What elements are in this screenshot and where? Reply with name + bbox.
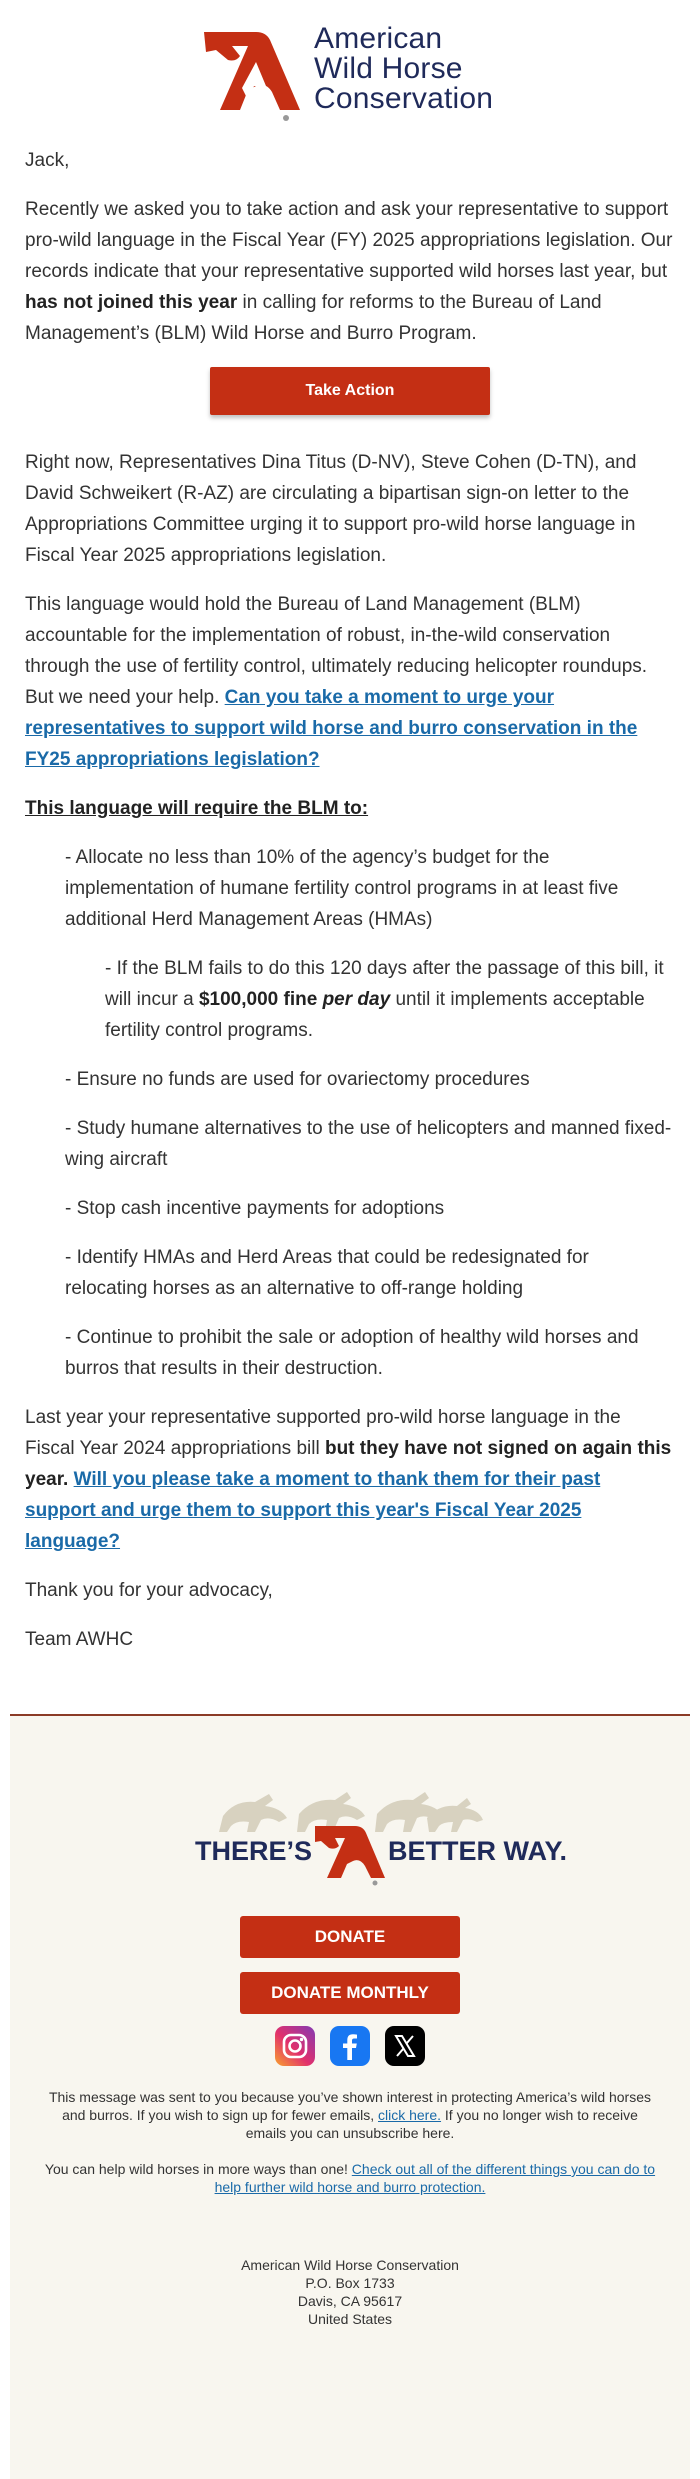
notice-text-b: If you no longer wish to receive emails you can unsubscribe here. — [245, 2107, 638, 2141]
address-country: United States — [307, 2311, 393, 2327]
last-year-bold: but they have not signed on again this year. — [25, 1438, 672, 1490]
address-org: American Wild Horse Conservation — [241, 2257, 459, 2273]
a-mark-icon — [315, 1826, 385, 1878]
ways-to-help-link[interactable]: Check out all of the different things you can do to help further wild horse and burro protection. — [214, 2161, 656, 2195]
logo-line-2: Wild Horse — [314, 52, 463, 85]
donate-monthly-button[interactable]: DONATE MONTHLY — [240, 1972, 460, 2014]
requirement-item: - Stop cash incentive payments for adoptions — [65, 1198, 445, 1219]
intro-text-bold: has not joined this year — [25, 292, 238, 313]
signoff: Team AWHC — [25, 1629, 134, 1650]
email-body — [25, 145, 675, 1673]
representatives-paragraph: Right now, Representatives Dina Titus (D-NV), Steve Cohen (D-TN), and David Schweikert (R-AZ) are circulating a bipartisan sign-on letter to the Appropriations Committee urging it to support pro-wild horse language in Fiscal Year 2025 appropriations legislation. — [25, 452, 637, 566]
cta-container — [25, 367, 675, 415]
facebook-icon[interactable] — [330, 2026, 370, 2066]
help-notice — [40, 2160, 660, 2196]
awhc-logo-icon[interactable] — [196, 26, 308, 126]
intro-text-a: Recently we asked you to take action and ask your representative to support pro-wild language in the Fiscal Year (FY) 2025 appropriations legislation. Our records indicate that your representative supported wild horses last year, but — [25, 199, 673, 282]
theres-a-better-way-logo — [195, 1786, 568, 1886]
requirement-item: - Identify HMAs and Herd Areas that could be redesignated for relocating horses as an alternative to off-range holding — [65, 1247, 589, 1299]
footer — [10, 1716, 690, 2479]
requirements-heading: This language will require the BLM to: — [25, 798, 369, 819]
thank-representative-link[interactable]: Will you please take a moment to thank them for their past support and urge them to support this year's Fiscal Year 2025 language? — [25, 1469, 601, 1552]
logo-wordmark — [314, 24, 493, 114]
donate-button[interactable]: DONATE — [240, 1916, 460, 1958]
notice-text-a: This message was sent to you because you’ve shown interest in protecting America’s wild horses and burros. If you wish to sign up for fewer emails, — [48, 2089, 652, 2123]
tagline-left: THERE’S — [195, 1836, 313, 1866]
mailing-address — [40, 2256, 660, 2328]
tagline-right: BETTER WAY. — [388, 1836, 568, 1866]
requirement-item: - Ensure no funds are used for ovariectomy procedures — [65, 1069, 530, 1090]
take-action-button[interactable]: Take Action — [210, 367, 490, 415]
requirement-item: - Continue to prohibit the sale or adoption of healthy wild horses and burros that results in their destruction. — [65, 1327, 639, 1379]
greeting: Jack, — [25, 150, 70, 171]
subitem-text-a: - If the BLM fails to do this 120 days after the passage of this bill, it will incur a — [105, 958, 664, 1010]
address-po-box: P.O. Box 1733 — [305, 2275, 395, 2291]
logo-line-1: American — [314, 22, 443, 55]
subitem-text-d: until it implements acceptable fertility control programs. — [105, 989, 645, 1041]
x-icon[interactable] — [385, 2026, 425, 2066]
requirement-subitem — [105, 953, 675, 1046]
language-text: This language would hold the Bureau of Land Management (BLM) accountable for the implementation of robust, in-the-wild conservation through the use of fertility control, ultimately reducing helicopter roundups. But we need your help. — [25, 594, 648, 708]
fewer-emails-link[interactable]: click here. — [378, 2107, 442, 2123]
address-city: Davis, CA 95617 — [297, 2293, 403, 2309]
logo-line-3: Conservation — [314, 82, 494, 115]
intro-text-c: in calling for reforms to the Bureau of Land Management’s (BLM) Wild Horse and Burro Program. — [25, 292, 602, 344]
header — [0, 18, 700, 128]
thanks-line: Thank you for your advocacy, — [25, 1580, 273, 1601]
fine-period: per day — [322, 989, 391, 1010]
requirement-item: - Allocate no less than 10% of the agency’s budget for the implementation of humane fertility control programs in at least five additional Herd Management Areas (HMAs) — [65, 847, 619, 930]
requirement-item: - Study humane alternatives to the use of helicopters and manned fixed-wing aircraft — [65, 1118, 672, 1170]
instagram-icon[interactable] — [275, 2026, 315, 2066]
help-text: You can help wild horses in more ways than one! — [44, 2161, 352, 2177]
fine-amount: $100,000 fine — [198, 989, 323, 1010]
last-year-text: Last year your representative supported pro-wild horse language in the Fiscal Year 2024 appropriations bill — [25, 1407, 621, 1459]
intro-paragraph — [25, 194, 675, 349]
email-notice — [40, 2088, 660, 2142]
urge-representatives-link[interactable]: Can you take a moment to urge your representatives to support wild horse and burro conservation in the FY25 appropriations legislation? — [25, 687, 638, 770]
language-paragraph — [25, 589, 675, 775]
last-year-paragraph — [25, 1402, 675, 1557]
